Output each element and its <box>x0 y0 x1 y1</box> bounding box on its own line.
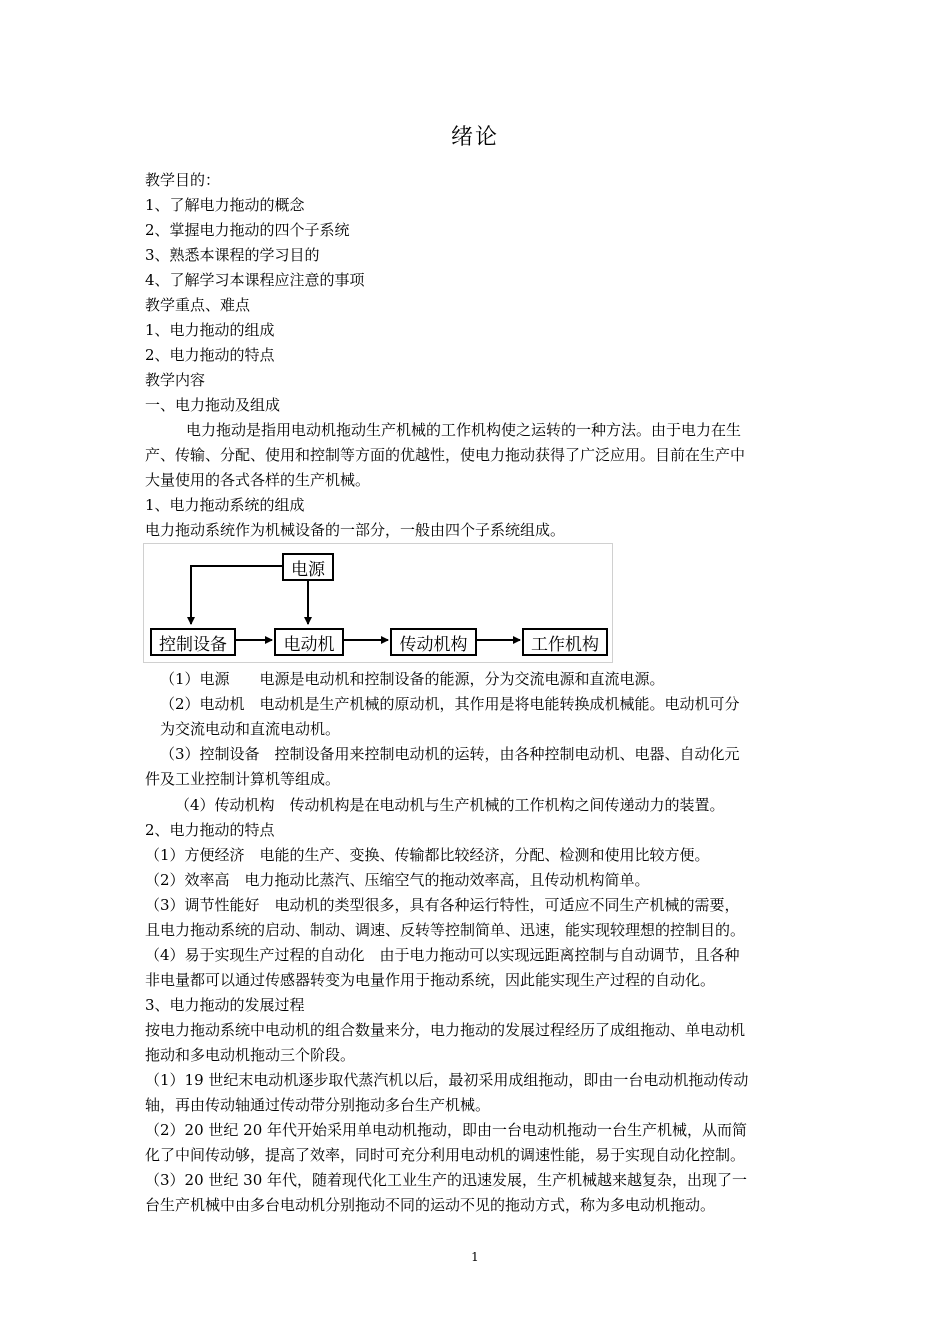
text-line: 2、电力拖动的特点 <box>145 821 275 839</box>
text-line: 3、电力拖动的发展过程 <box>145 996 305 1014</box>
text-line: 且电力拖动系统的启动、制动、调速、反转等控制简单、迅速，能实现较理想的控制目的。 <box>145 921 746 939</box>
text-line: 大量使用的各式各样的生产机械。 <box>145 471 371 489</box>
text-line: 1、了解电力拖动的概念 <box>145 196 305 214</box>
text-line: （3）20 世纪 30 年代，随着现代化工业生产的迅速发展，生产机械越来越复杂，出现了一 <box>145 1171 748 1189</box>
text-line: 非电量都可以通过传感器转变为电量作用于拖动系统，因此能实现生产过程的自动化。 <box>145 971 716 989</box>
text-line: 教学目的： <box>145 171 221 189</box>
text-line: （1）19 世纪末电动机逐步取代蒸汽机以后，最初采用成组拖动，即由一台电动机拖动传动 <box>145 1071 749 1089</box>
text-line: 轴，再由传动轴通过传动带分别拖动多台生产机械。 <box>145 1096 491 1114</box>
text-line: 拖动和多电动机拖动三个阶段。 <box>145 1046 356 1064</box>
text-line: （2）效率高 电力拖动比蒸汽、压缩空气的拖动效率高，且传动机构简单。 <box>145 871 650 889</box>
text-line: （4）易于实现生产过程的自动化 由于电力拖动可以实现远距离控制与自动调节，且各种 <box>145 946 740 964</box>
text-line: （2）20 世纪 20 年代开始采用单电动机拖动，即由一台电动机拖动一台生产机械，从而简 <box>145 1121 748 1139</box>
text-line: 产、传输、分配、使用和控制等方面的优越性，使电力拖动获得了广泛应用。目前在生产中 <box>145 446 746 464</box>
text-line: （1）方便经济 电能的生产、变换、传输都比较经济，分配、检测和使用比较方便。 <box>145 846 710 864</box>
motor-box: 电动机 <box>274 628 344 656</box>
power-source-box: 电源 <box>282 553 334 581</box>
control-equipment-box: 控制设备 <box>150 628 236 656</box>
text-line: （2）电动机 电动机是生产机械的原动机，其作用是将电能转换成机械能。电动机可分 <box>160 695 740 713</box>
text-line: 教学内容 <box>145 371 206 389</box>
text-line: 教学重点、难点 <box>145 296 251 314</box>
transmission-box: 传动机构 <box>390 628 477 656</box>
power-drive-system-diagram <box>143 543 613 663</box>
text-line: 台生产机械中由多台电动机分别拖动不同的运动不见的拖动方式，称为多电动机拖动。 <box>145 1196 716 1214</box>
text-line: 按电力拖动系统中电动机的组合数量来分，电力拖动的发展过程经历了成组拖动、单电动机 <box>145 1021 746 1039</box>
text-line: （3）调节性能好 电动机的类型很多，具有各种运行特性，可适应不同生产机械的需要， <box>145 896 740 914</box>
text-line: 2、电力拖动的特点 <box>145 346 275 364</box>
text-line: 件及工业控制计算机等组成。 <box>145 770 341 788</box>
working-mechanism-box: 工作机构 <box>522 628 608 656</box>
text-line: 2、掌握电力拖动的四个子系统 <box>145 221 350 239</box>
page-title: 绪论 <box>450 125 499 150</box>
text-line: 为交流电动和直流电动机。 <box>160 720 341 738</box>
text-line: 化了中间传动够，提高了效率，同时可充分利用电动机的调速性能，易于实现自动化控制。 <box>145 1146 746 1164</box>
text-line: 1、电力拖动系统的组成 <box>145 496 305 514</box>
text-line: （3）控制设备 控制设备用来控制电动机的运转，由各种控制电动机、电器、自动化元 <box>160 745 740 763</box>
text-line: 4、了解学习本课程应注意的事项 <box>145 271 365 289</box>
text-line: 电力拖动系统作为机械设备的一部分，一般由四个子系统组成。 <box>145 521 566 539</box>
text-line: 电力拖动是指用电动机拖动生产机械的工作机构使之运转的一种方法。由于电力在生 <box>186 421 742 439</box>
text-line: 一、电力拖动及组成 <box>145 396 281 414</box>
text-line: （4）传动机构 传动机构是在电动机与生产机械的工作机构之间传递动力的装置。 <box>175 796 725 814</box>
text-line: （1）电源 电源是电动机和控制设备的能源，分为交流电源和直流电源。 <box>160 670 665 688</box>
page-number: 1 <box>471 1250 479 1264</box>
text-line: 1、电力拖动的组成 <box>145 321 275 339</box>
text-line: 3、熟悉本课程的学习目的 <box>145 246 320 264</box>
